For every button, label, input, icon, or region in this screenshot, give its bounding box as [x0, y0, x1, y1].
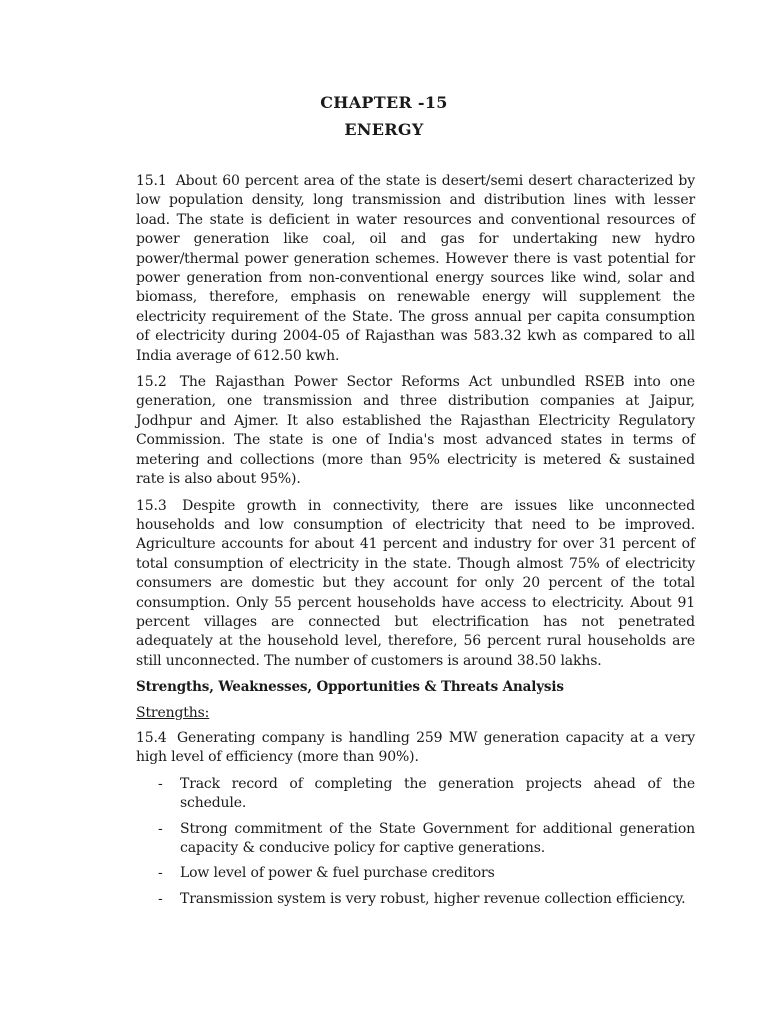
- paragraph-text: About 60 percent area of the state is desert/semi desert characterized by low population density, long transmission and distribution lines with lesser load. The state is deficient in water resources and conventional resources of power generation like coal, oil and gas for undertaking new hydro power/thermal power generation schemes. However there is vast potential for power generation from non-conventional energy sources like wind, solar and biomass, therefore, emphasis on renewable energy will supplement the electricity requirement of the State. The gross annual per capita consumption of electricity during 2004-05 of Rajasthan was 583.32 kwh as compared to all India average of 612.50 kwh.: [136, 173, 695, 364]
- bullet-dash: -: [158, 865, 163, 882]
- list-item: [136, 890, 695, 909]
- paragraph-15-2: [136, 373, 695, 489]
- list-item: [136, 820, 695, 859]
- paragraph-15-3: [136, 497, 695, 672]
- chapter-title: CHAPTER -15: [320, 93, 448, 112]
- bullet-dash: -: [158, 775, 163, 792]
- bullet-dash: -: [158, 820, 163, 837]
- list-item: [136, 864, 695, 883]
- paragraph-number: 15.4: [136, 729, 167, 746]
- list-item: [136, 775, 695, 814]
- swot-heading: Strengths, Weaknesses, Opportunities & Threats Analysis: [136, 679, 564, 696]
- list-item-text: Low level of power & fuel purchase creditors: [180, 865, 495, 882]
- paragraph-text: Despite growth in connectivity, there are issues like unconnected households and low consumption of electricity that need to be improved. Agriculture accounts for about 41 percent and industry for over 31 percent of total consumption of electricity in the state. Though almost 75% of electricity consumers are domestic but they account for only 20 percent of the total consumption. Only 55 percent households have access to electricity. About 91 percent villages are connected but electrification has not penetrated adequately at the household level, therefore, 56 percent rural households are still unconnected. The number of customers is around 38.50 lakhs.: [136, 497, 695, 669]
- bullet-dash: -: [158, 890, 163, 907]
- list-item-text: Transmission system is very robust, higher revenue collection efficiency.: [180, 890, 686, 907]
- list-item-text: Strong commitment of the State Government for additional generation capacity & conducive policy for captive generations.: [180, 820, 695, 856]
- paragraph-text: The Rajasthan Power Sector Reforms Act unbundled RSEB into one generation, one transmission and three distribution companies at Jaipur, Jodhpur and Ajmer. It also established the Rajasthan Electricity Regulatory Commission. The state is one of India's most advanced states in terms of metering and collections (more than 95% electricity is metered & sustained rate is also about 95%).: [136, 374, 695, 488]
- paragraph-number: 15.2: [136, 374, 167, 391]
- paragraph-15-1: [136, 172, 695, 366]
- list-item-text: Track record of completing the generation projects ahead of the schedule.: [180, 775, 695, 812]
- paragraph-number: 15.3: [136, 497, 167, 514]
- strengths-list: [136, 775, 695, 909]
- document-body: [136, 172, 695, 915]
- chapter-subtitle: ENERGY: [344, 120, 424, 139]
- paragraph-number: 15.1: [136, 173, 167, 189]
- paragraph-15-4: [136, 729, 695, 768]
- strengths-label: Strengths:: [136, 704, 210, 721]
- paragraph-text: Generating company is handling 259 MW generation capacity at a very high level of efficiency (more than 90%).: [136, 729, 696, 766]
